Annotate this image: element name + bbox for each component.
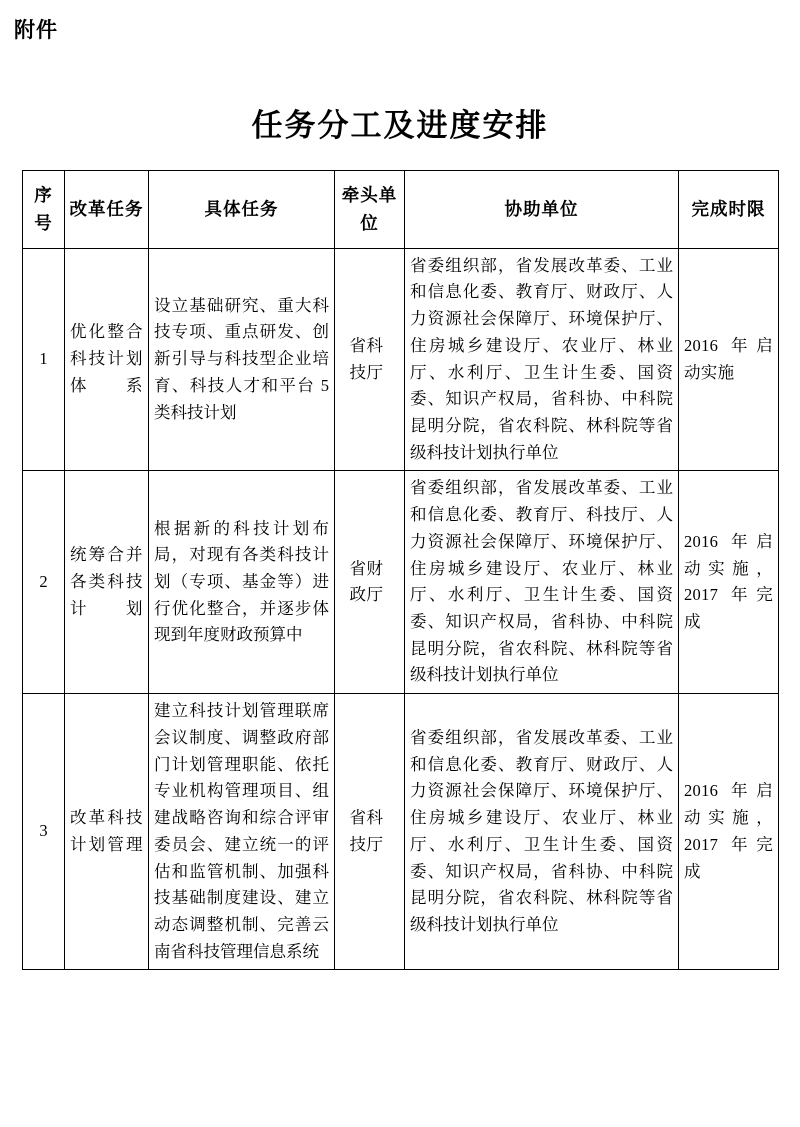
cell-reform-task: 统筹合并各类科技计划 — [65, 471, 149, 694]
cell-specific-task: 设立基础研究、重大科技专项、重点研发、创新引导与科技型企业培育、科技人才和平台 5 类科技计划 — [149, 248, 335, 471]
cell-specific-task: 建立科技计划管理联席会议制度、调整政府部门计划管理职能、依托专业机构管理项目、组建战略咨询和综合评审委员会、建立统一的评估和监管机制、加强科技基础制度建设、建立动态调整机制、完善云南省科技管理信息系统 — [149, 694, 335, 970]
cell-deadline: 2016 年启动实施，2017 年完成 — [679, 471, 779, 694]
task-assignment-table — [22, 170, 779, 970]
cell-no: 1 — [23, 248, 65, 471]
lead-unit-text: 省科技厅 — [349, 808, 384, 854]
task-table-container — [22, 170, 778, 970]
column-header-assist: 协助单位 — [405, 171, 679, 249]
cell-deadline: 2016 年启动实施 — [679, 248, 779, 471]
cell-assist-units: 省委组织部，省发展改革委、工业和信息化委、教育厅、科技厅、人力资源社会保障厅、环境保护厅、住房城乡建设厅、农业厅、林业厅、水利厅、卫生计生委、国资委、知识产权局，省科协、中科院昆明分院，省农科院、林科院等省级科技计划执行单位 — [405, 471, 679, 694]
cell-assist-units: 省委组织部，省发展改革委、工业和信息化委、教育厅、财政厅、人力资源社会保障厅、环境保护厅、住房城乡建设厅、农业厅、林业厅、水利厅、卫生计生委、国资委、知识产权局，省科协、中科院昆明分院，省农科院、林科院等省级科技计划执行单位 — [405, 694, 679, 970]
lead-unit-text: 省科技厅 — [349, 335, 384, 382]
cell-lead-unit — [335, 471, 405, 694]
column-header-lead: 牵头单位 — [335, 171, 405, 249]
column-header-no: 序号 — [23, 171, 65, 249]
cell-lead-unit — [335, 248, 405, 471]
table-row — [23, 471, 779, 694]
cell-no: 2 — [23, 471, 65, 694]
column-header-reform: 改革任务 — [65, 171, 149, 249]
cell-deadline: 2016 年启动实施，2017 年完成 — [679, 694, 779, 970]
attachment-label: 附件 — [14, 19, 58, 42]
cell-reform-task: 改革科技计划管理 — [65, 694, 149, 970]
lead-unit-text: 省财政厅 — [349, 558, 384, 605]
cell-no: 3 — [23, 694, 65, 970]
table-header-row — [23, 171, 779, 249]
page-title: 任务分工及进度安排 — [251, 108, 549, 143]
table-row — [23, 694, 779, 970]
cell-assist-units: 省委组织部，省发展改革委、工业和信息化委、教育厅、财政厅、人力资源社会保障厅、环境保护厅、住房城乡建设厅、农业厅、林业厅、水利厅、卫生计生委、国资委、知识产权局，省科协、中科院昆明分院，省农科院、林科院等省级科技计划执行单位 — [405, 248, 679, 471]
column-header-deadline: 完成时限 — [679, 171, 779, 249]
cell-specific-task: 根据新的科技计划布局，对现有各类科技计划（专项、基金等）进行优化整合，并逐步体现到年度财政预算中 — [149, 471, 335, 694]
cell-lead-unit — [335, 694, 405, 970]
column-header-task: 具体任务 — [149, 171, 335, 249]
table-row — [23, 248, 779, 471]
cell-reform-task: 优化整合科技计划体系 — [65, 248, 149, 471]
